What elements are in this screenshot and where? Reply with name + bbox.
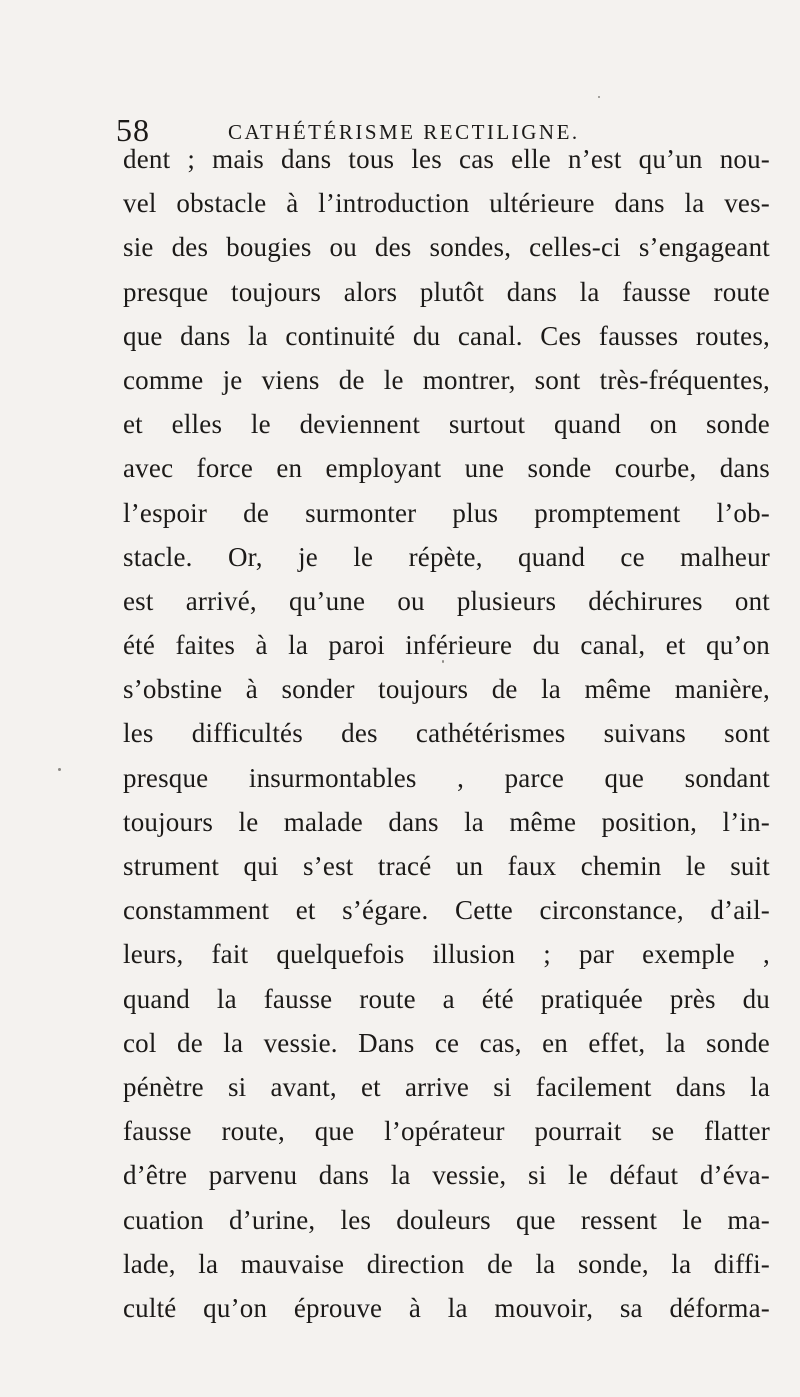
text-line: quand la fausse route a été pratiquée près du — [123, 983, 770, 1014]
text-line: comme je viens de le montrer, sont très-fréquentes, — [123, 364, 770, 395]
body-text — [123, 137, 770, 1330]
text-line: cuation d’urine, les douleurs que ressent le ma- — [123, 1204, 770, 1235]
text-line: strument qui s’est tracé un faux chemin le suit — [123, 851, 770, 881]
paper-speck — [58, 768, 61, 771]
text-line: constamment et s’égare. Cette circonstance, d’ail- — [123, 895, 770, 926]
page-number: 58 — [116, 112, 150, 148]
text-line: lade, la mauvaise direction de la sonde, la diffi- — [123, 1248, 770, 1279]
text-line: et elles le deviennent surtout quand on sonde — [123, 409, 770, 440]
text-line: s’obstine à sonder toujours de la même manière, — [123, 674, 770, 705]
text-line: l’espoir de surmonter plus promptement l’ob- — [123, 497, 770, 528]
text-line: vel obstacle à l’introduction ultérieure dans la ves- — [123, 188, 770, 219]
text-line: les difficultés des cathétérismes suivans sont — [123, 718, 770, 749]
text-line: est arrivé, qu’une ou plusieurs déchirures ont — [123, 585, 770, 616]
text-line: presque insurmontables , parce que sondant — [123, 762, 770, 793]
text-line: que dans la continuité du canal. Ces fausses routes, — [123, 320, 770, 351]
paper-speck — [442, 660, 444, 663]
text-line: avec force en employant une sonde courbe, dans — [123, 453, 770, 484]
text-line: été faites à la paroi inférieure du canal, et qu’on — [123, 630, 770, 661]
text-line: culté qu’on éprouve à la mouvoir, sa déforma- — [123, 1292, 770, 1323]
text-line: stacle. Or, je le répète, quand ce malheur — [123, 541, 770, 572]
text-line: d’être parvenu dans la vessie, si le défaut d’éva- — [123, 1160, 770, 1191]
text-line: sie des bougies ou des sondes, celles-ci s’engageant — [123, 232, 770, 263]
running-title: CATHÉTÉRISME RECTILIGNE. — [228, 120, 580, 144]
text-line: leurs, fait quelquefois illusion ; par exemple , — [123, 939, 770, 970]
text-line: col de la vessie. Dans ce cas, en effet, la sonde — [123, 1027, 770, 1058]
text-line: pénètre si avant, et arrive si facilement dans la — [123, 1071, 770, 1102]
text-line: presque toujours alors plutôt dans la fausse route — [123, 276, 770, 307]
paper-speck — [598, 96, 600, 98]
text-line: fausse route, que l’opérateur pourrait se flatter — [123, 1116, 770, 1147]
text-line: toujours le malade dans la même position, l’in- — [123, 806, 770, 837]
text-line: dent ; mais dans tous les cas elle n’est qu’un nou- — [123, 144, 770, 174]
